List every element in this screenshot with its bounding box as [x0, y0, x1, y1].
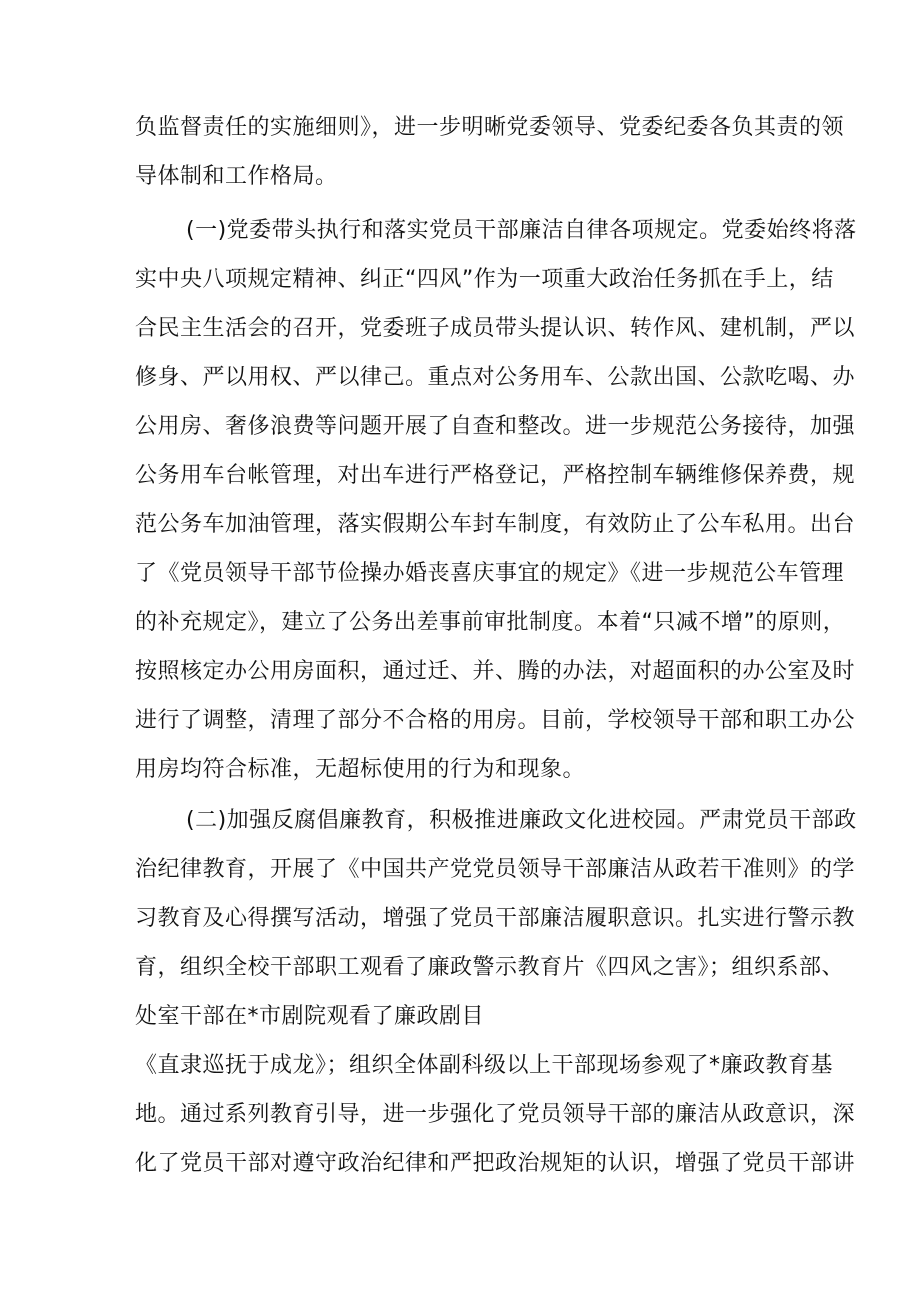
text-line: 按照核定办公用房面积，通过迁、并、腾的办法，对超面积的办公室及时 [135, 659, 856, 684]
text-line: 公用房、奢侈浪费等问题开展了自查和整改。进一步规范公务接待，加强 [135, 414, 856, 439]
text-line: 《直隶巡抚于成龙》；组织全体副科级以上干部现场参观了*廉政教育基 [135, 1053, 834, 1078]
text-line: 进行了调整，清理了部分不合格的用房。目前，学校领导干部和职工办公 [135, 708, 856, 733]
section-heading-line: (一)党委带头执行和落实党员干部廉洁自律各项规定。党委始终将落 [186, 218, 857, 243]
text-line: 合民主生活会的召开，党委班子成员带头提认识、转作风、建机制，严以 [135, 316, 856, 341]
text-line: 育，组织全校干部职工观看了廉政警示教育片《四风之害》；组织系部、 [135, 955, 845, 980]
text-line: 治纪律教育，开展了《中国共产党党员领导干部廉洁从政若干准则》的学 [135, 857, 856, 882]
text-line: 实中央八项规定精神、纠正“四风”作为一项重大政治任务抓在手上，结 [135, 267, 834, 292]
text-line: 了《党员领导干部节俭操办婚丧喜庆事宜的规定》《进一步规范公车管理 [135, 561, 845, 586]
text-line: 地。通过系列教育引导，进一步强化了党员领导干部的廉洁从政意识，深 [135, 1102, 856, 1127]
text-line: 负监督责任的实施细则》，进一步明晰党委领导、党委纪委各负其责的领 [135, 115, 845, 140]
section-heading-line: (二)加强反腐倡廉教育，积极推进廉政文化进校园。严肃党员干部政 [186, 808, 857, 833]
text-line: 范公务车加油管理，落实假期公车封车制度，有效防止了公车私用。出台 [135, 512, 856, 537]
text-line: 的补充规定》，建立了公务出差事前审批制度。本着“只减不增”的原则， [135, 610, 846, 635]
text-line: 化了党员干部对遵守政治纪律和严把政治规矩的认识，增强了党员干部讲 [135, 1151, 856, 1176]
text-line: 修身、严以用权、严以律己。重点对公务用车、公款出国、公款吃喝、办 [135, 365, 856, 390]
text-line: 公务用车台帐管理，对出车进行严格登记，严格控制车辆维修保养费，规 [135, 463, 856, 488]
text-line: 处室干部在*市剧院观看了廉政剧目 [135, 1004, 485, 1029]
text-line: 习教育及心得撰写活动，增强了党员干部廉洁履职意识。扎实进行警示教 [135, 906, 856, 931]
text-line: 用房均符合标准，无超标使用的行为和现象。 [135, 757, 586, 782]
text-line: 导体制和工作格局。 [135, 164, 338, 189]
